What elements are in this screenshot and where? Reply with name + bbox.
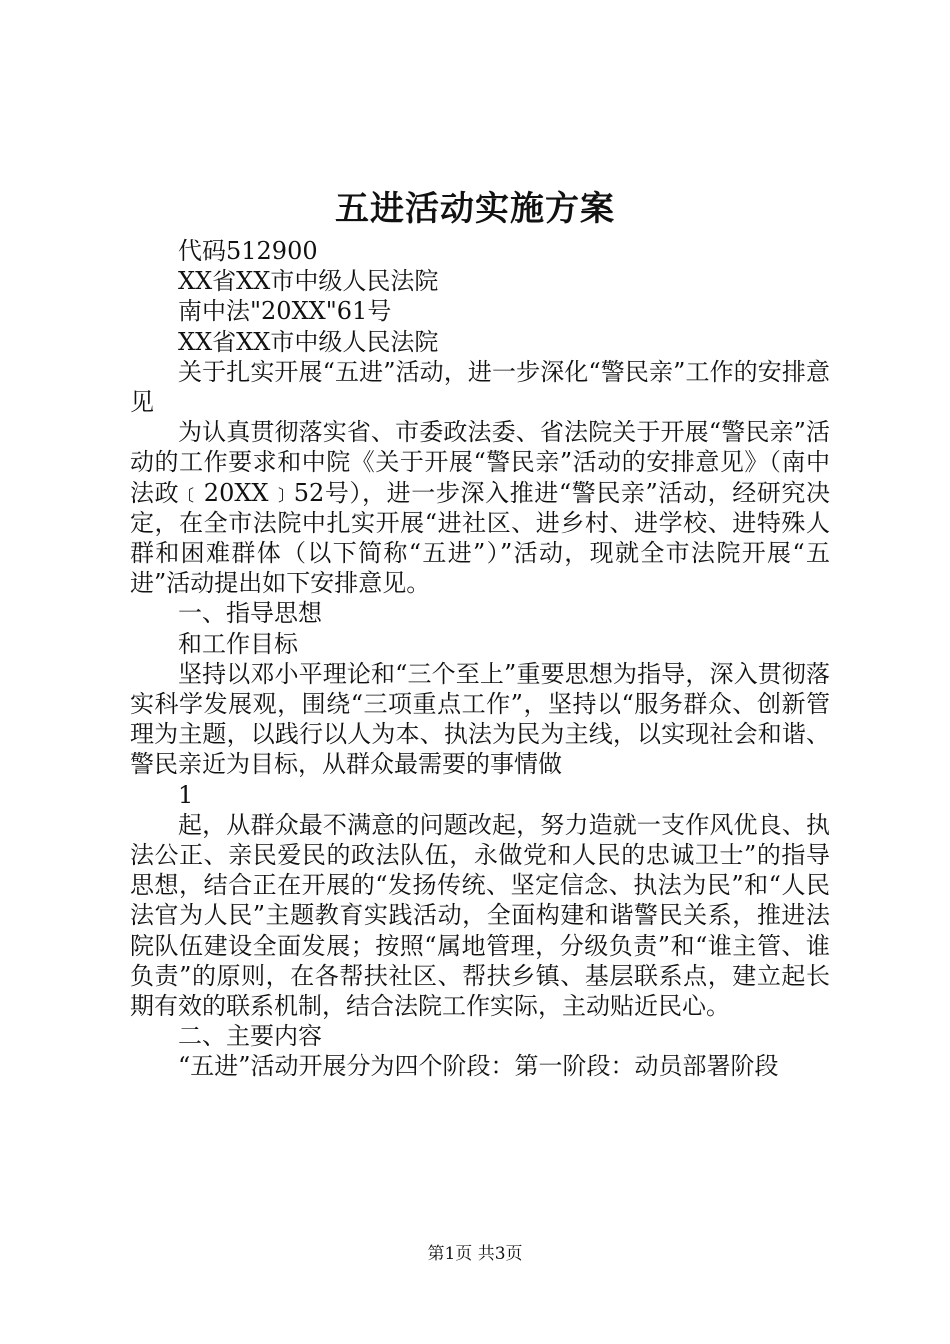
paragraph-code: 代码512900 xyxy=(178,237,318,265)
paragraph-court-1: XX省XX市中级人民法院 xyxy=(178,267,439,296)
paragraph-guiding-thought: 坚持以邓小平理论和“三个至上”重要思想为指导，深入贯彻落实科学发展观，围绕“三项重点工作”，坚持以“服务群众、创新管理为主题，以践行以人为本、执法为民为主线，以实现社会和谐、警民亲近为目标，从群众最需要的事情做 xyxy=(130,659,830,779)
page-footer: 第1页 共3页 xyxy=(427,1244,523,1264)
paragraph-intro: 为认真贯彻落实省、市委政法委、省法院关于开展“警民亲”活动的工作要求和中院《关于开展“警民亲”活动的安排意见》（南中法政﹝20XX﹞52号），进一步深入推进“警民亲”活动，经研究决定，在全市法院中扎实开展“进社区、进乡村、进学校、进特殊人群和困难群体（以下简称“五进”）”活动，现就全市法院开展“五进”活动提出如下安排意见。 xyxy=(130,418,830,598)
inline-page-number: 1 xyxy=(178,780,194,809)
paragraph-subject: 关于扎实开展“五进”活动，进一步深化“警民亲”工作的安排意见 xyxy=(130,357,830,417)
paragraph-doc-number: 南中法"20XX"61号 xyxy=(178,297,392,326)
document-title: 五进活动实施方案 xyxy=(335,189,615,229)
paragraph-court-2: XX省XX市中级人民法院 xyxy=(178,327,439,356)
paragraph-guiding-thought-cont: 起，从群众最不满意的问题改起，努力造就一支作风优良、执法公正、亲民爱民的政法队伍，永做党和人民的忠诚卫士”的指导思想，结合正在开展的“发扬传统、坚定信念、执法为民”和“人民法官为人民”主题教育实践活动，全面构建和谐警民关系，推进法院队伍建设全面发展；按照“属地管理，分级负责”和“谁主管、谁负责”的原则，在各帮扶社区、帮扶乡镇、基层联系点，建立起长期有效的联系机制，结合法院工作实际，主动贴近民心。 xyxy=(130,810,830,1021)
section-heading-2: 二、主要内容 xyxy=(178,1022,322,1051)
paragraph-stages: “五进”活动开展分为四个阶段：第一阶段：动员部署阶段 xyxy=(178,1052,779,1081)
section-heading-1-cont: 和工作目标 xyxy=(178,629,298,658)
document-body xyxy=(130,236,830,1082)
section-heading-1: 一、指导思想 xyxy=(178,599,322,628)
